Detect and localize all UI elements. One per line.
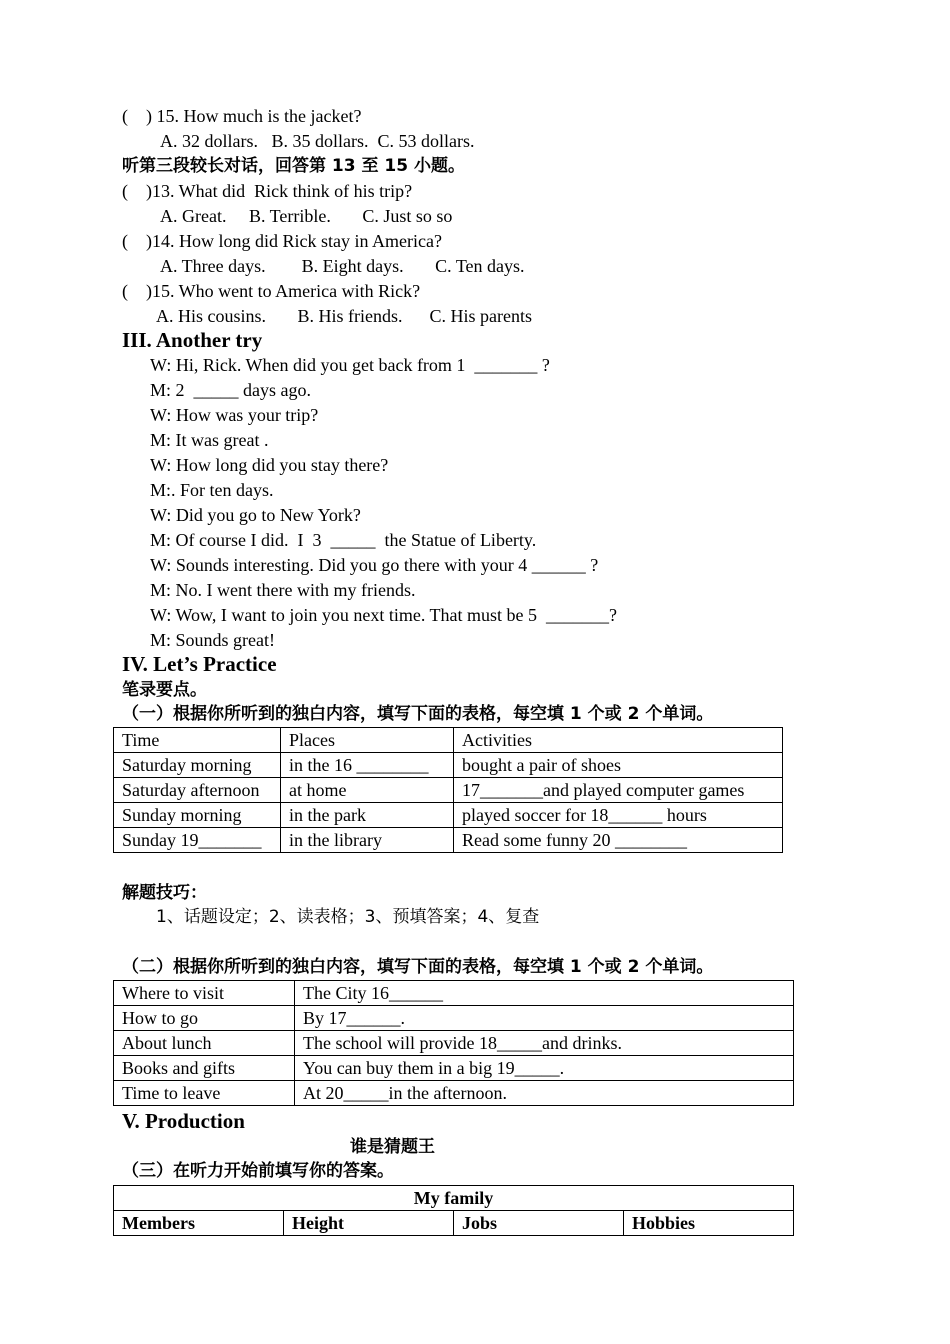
- tips-text: 1、话题设定；2、读表格；3、预填答案；4、复查: [156, 907, 540, 927]
- game-title: 谁是猜题王: [350, 1137, 435, 1157]
- dialogue-line: W: How was your trip?: [150, 405, 319, 425]
- table-cell: in the 16 ________: [281, 753, 454, 778]
- table-row: [114, 753, 783, 778]
- table-row: [114, 828, 783, 853]
- dialogue-line: W: Hi, Rick. When did you get back from 1 _______ ?: [150, 355, 550, 375]
- heading-lets-practice: IV. Let’s Practice: [122, 652, 277, 676]
- table-cell: Sunday morning: [114, 803, 281, 828]
- task-2-instruction: （二）根据你所听到的独白内容，填写下面的表格，每空填 1 个或 2 个单词。: [122, 957, 714, 977]
- section-3-instruction: 听第三段较长对话，回答第 13 至 15 小题。: [122, 156, 465, 176]
- table-cell: The school will provide 18_____and drinks.: [295, 1031, 794, 1056]
- table-title: My family: [114, 1186, 794, 1211]
- table-title-row: [114, 1186, 794, 1211]
- table-header-row: [114, 728, 783, 753]
- table-row: [114, 778, 783, 803]
- heading-another-try: III. Another try: [122, 328, 263, 352]
- dialogue-line: M: No. I went there with my friends.: [150, 580, 416, 600]
- notes-label: 笔录要点。: [122, 680, 207, 700]
- table-header-cell: Members: [114, 1211, 284, 1236]
- question-14-options: A. Three days. B. Eight days. C. Ten days.: [160, 256, 525, 276]
- table-cell: Saturday morning: [114, 753, 281, 778]
- table-row: [114, 1006, 794, 1031]
- table-header-cell: Time: [114, 728, 281, 753]
- table-header-cell: Jobs: [454, 1211, 624, 1236]
- table-cell: The City 16______: [295, 981, 794, 1006]
- dialogue-line: M: Sounds great!: [150, 630, 275, 650]
- table-cell: Sunday 19_______: [114, 828, 281, 853]
- dialogue-line: M: It was great .: [150, 430, 269, 450]
- table-cell: Read some funny 20 ________: [454, 828, 783, 853]
- dialogue-line: M: Of course I did. I 3 _____ the Statue of Liberty.: [150, 530, 537, 550]
- dialogue-line: W: How long did you stay there?: [150, 455, 389, 475]
- task-1-instruction: （一）根据你所听到的独白内容，填写下面的表格，每空填 1 个或 2 个单词。: [122, 704, 714, 724]
- table-header-cell: Activities: [454, 728, 783, 753]
- table-my-family: [113, 1185, 794, 1236]
- table-header-cell: Hobbies: [624, 1211, 794, 1236]
- table-header-cell: Places: [281, 728, 454, 753]
- table-cell: At 20_____in the afternoon.: [295, 1081, 794, 1106]
- table-row: [114, 1081, 794, 1106]
- table-cell: About lunch: [114, 1031, 295, 1056]
- table-cell: at home: [281, 778, 454, 803]
- question-13: ( )13. What did Rick think of his trip?: [122, 181, 413, 201]
- table-row: [114, 1031, 794, 1056]
- dialogue-line: M:. For ten days.: [150, 480, 274, 500]
- table-cell: in the park: [281, 803, 454, 828]
- table-cell: 17_______and played computer games: [454, 778, 783, 803]
- table-row: [114, 981, 794, 1006]
- table-row: [114, 803, 783, 828]
- question-14: ( )14. How long did Rick stay in America?: [122, 231, 442, 251]
- table-cell: bought a pair of shoes: [454, 753, 783, 778]
- task-3-instruction: （三）在听力开始前填写你的答案。: [122, 1161, 394, 1181]
- question-15-jacket-options: A. 32 dollars. B. 35 dollars. C. 53 dollars.: [160, 131, 475, 151]
- question-15-companions: ( )15. Who went to America with Rick?: [122, 281, 421, 301]
- tips-label: 解题技巧：: [122, 883, 207, 903]
- table-cell: By 17______.: [295, 1006, 794, 1031]
- table-row: [114, 1056, 794, 1081]
- table-cell: Where to visit: [114, 981, 295, 1006]
- question-15-jacket: ( ) 15. How much is the jacket?: [122, 106, 362, 126]
- heading-production: V. Production: [122, 1109, 245, 1133]
- table-header-cell: Height: [284, 1211, 454, 1236]
- table-cell: played soccer for 18______ hours: [454, 803, 783, 828]
- question-15-companions-options: A. His cousins. B. His friends. C. His parents: [156, 306, 532, 326]
- table-school-trip: [113, 980, 794, 1106]
- table-cell: in the library: [281, 828, 454, 853]
- table-weekend-activities: [113, 727, 783, 853]
- table-cell: How to go: [114, 1006, 295, 1031]
- question-13-options: A. Great. B. Terrible. C. Just so so: [160, 206, 453, 226]
- dialogue-line: W: Wow, I want to join you next time. That must be 5 _______?: [150, 605, 617, 625]
- table-cell: Time to leave: [114, 1081, 295, 1106]
- table-cell: Books and gifts: [114, 1056, 295, 1081]
- dialogue-line: W: Sounds interesting. Did you go there with your 4 ______ ?: [150, 555, 599, 575]
- table-cell: Saturday afternoon: [114, 778, 281, 803]
- table-cell: You can buy them in a big 19_____.: [295, 1056, 794, 1081]
- table-header-row: [114, 1211, 794, 1236]
- dialogue-line: M: 2 _____ days ago.: [150, 380, 311, 400]
- dialogue-line: W: Did you go to New York?: [150, 505, 361, 525]
